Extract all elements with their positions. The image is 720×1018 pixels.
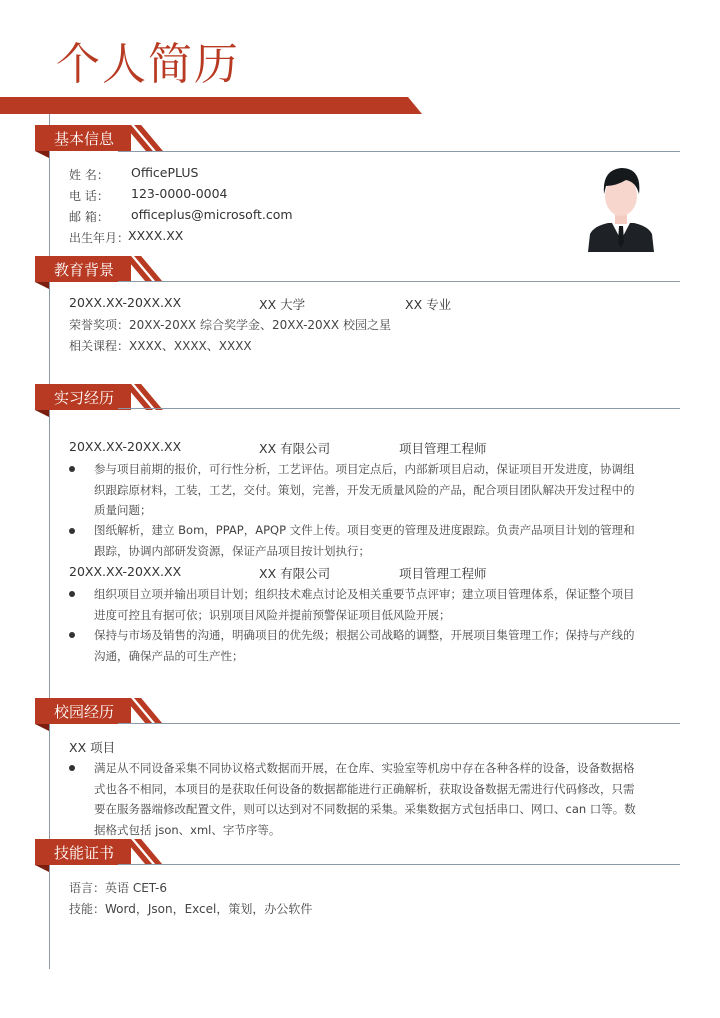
- job2-role: 项目管理工程师: [399, 566, 487, 581]
- phone-label: 电 话：: [69, 189, 109, 203]
- page-title: 个人简历: [56, 39, 240, 90]
- job1-company: XX 有限公司: [259, 441, 331, 456]
- job1-role: 项目管理工程师: [399, 441, 487, 456]
- section-title-skills: 技能证书: [54, 844, 115, 862]
- section-rule: [118, 723, 680, 724]
- section-title-campus: 校园经历: [54, 703, 115, 721]
- section-title-internship: 实习经历: [54, 389, 115, 407]
- edu-major: XX 专业: [405, 297, 452, 312]
- edu-honors: 荣誉奖项：20XX-20XX 综合奖学金、20XX-20XX 校园之星: [69, 318, 391, 332]
- bullet: [69, 765, 75, 771]
- skills-tech: 技能：Word，Json，Excel，策划，办公软件: [69, 902, 313, 916]
- bullet: [69, 528, 75, 534]
- person-avatar-icon: [586, 160, 656, 252]
- section-title-basic: 基本信息: [54, 130, 115, 148]
- birth-value: XXXX.XX: [128, 228, 184, 243]
- email-label: 邮 箱：: [69, 210, 109, 224]
- skills-language: 语言：英语 CET-6: [69, 881, 167, 895]
- job2-period: 20XX.XX-20XX.XX: [69, 564, 182, 579]
- edu-courses: 相关课程：XXXX、XXXX、XXXX: [69, 339, 252, 353]
- campus-bullet-1: 满足从不同设备采集不同协议格式数据而开展，在仓库、实验室等机房中存在各种各样的设备，设备数据格 式也各不相同，本项目的是获取任何设备的数据都能进行正确解析，获取设备数据无需进行代码修改，只需 要在服务器端修改配置文件，则可以达到对不同数据的采集。采集数据方式包括串口、网口、can 口等。数 据格式包括 json、xml、字节序等。: [94, 761, 636, 837]
- bullet: [69, 591, 75, 597]
- phone-value: 123-0000-0004: [131, 186, 228, 201]
- job2-bullet-1: 组织项目立项并输出项目计划；组织技术难点讨论及相关重要节点评审；建立项目管理体系，保证整个项目 进度可控且有据可依；识别项目风险并提前预警保证项目低风险开展；: [94, 587, 635, 622]
- job2-bullet-2: 保持与市场及销售的沟通，明确项目的优先级；根据公司战略的调整，开展项目集管理工作；保持与产线的 沟通，确保产品的可生产性；: [94, 628, 635, 663]
- section-header-internship: [35, 384, 165, 410]
- campus-project: XX 项目: [69, 740, 116, 755]
- title-banner-bar: [0, 97, 422, 114]
- bullet: [69, 466, 75, 472]
- section-rule: [118, 281, 680, 282]
- job1-period: 20XX.XX-20XX.XX: [69, 439, 182, 454]
- job1-bullet-1: 参与项目前期的报价，可行性分析，工艺评估。项目定点后，内部新项目启动，保证项目开发进度，协调组 织跟踪原材料，工装，工艺，交付。策划，完善，开发无质量风险的产品，配合项目团队解决开发过程中的 质量问题；: [94, 462, 635, 517]
- name-value: OfficePLUS: [131, 165, 199, 180]
- job2-company: XX 有限公司: [259, 566, 331, 581]
- edu-period: 20XX.XX-20XX.XX: [69, 295, 182, 310]
- section-header-education: [35, 256, 165, 282]
- name-label: 姓 名：: [69, 168, 109, 182]
- section-header-basic: [35, 125, 165, 151]
- bullet: [69, 632, 75, 638]
- email-value: officeplus@microsoft.com: [131, 207, 293, 222]
- edu-school: XX 大学: [259, 297, 306, 312]
- section-rule: [118, 408, 680, 409]
- job1-bullet-2: 图纸解析，建立 Bom，PPAP，APQP 文件上传。项目变更的管理及进度跟踪。负责产品项目计划的管理和 跟踪，协调内部研发资源，保证产品项目按计划执行；: [94, 523, 635, 558]
- section-rule: [118, 864, 680, 865]
- section-header-campus: [35, 698, 165, 724]
- section-header-skills: [35, 839, 165, 865]
- section-title-education: 教育背景: [54, 261, 115, 279]
- section-rule: [118, 151, 680, 152]
- birth-label: 出生年月：: [69, 231, 130, 245]
